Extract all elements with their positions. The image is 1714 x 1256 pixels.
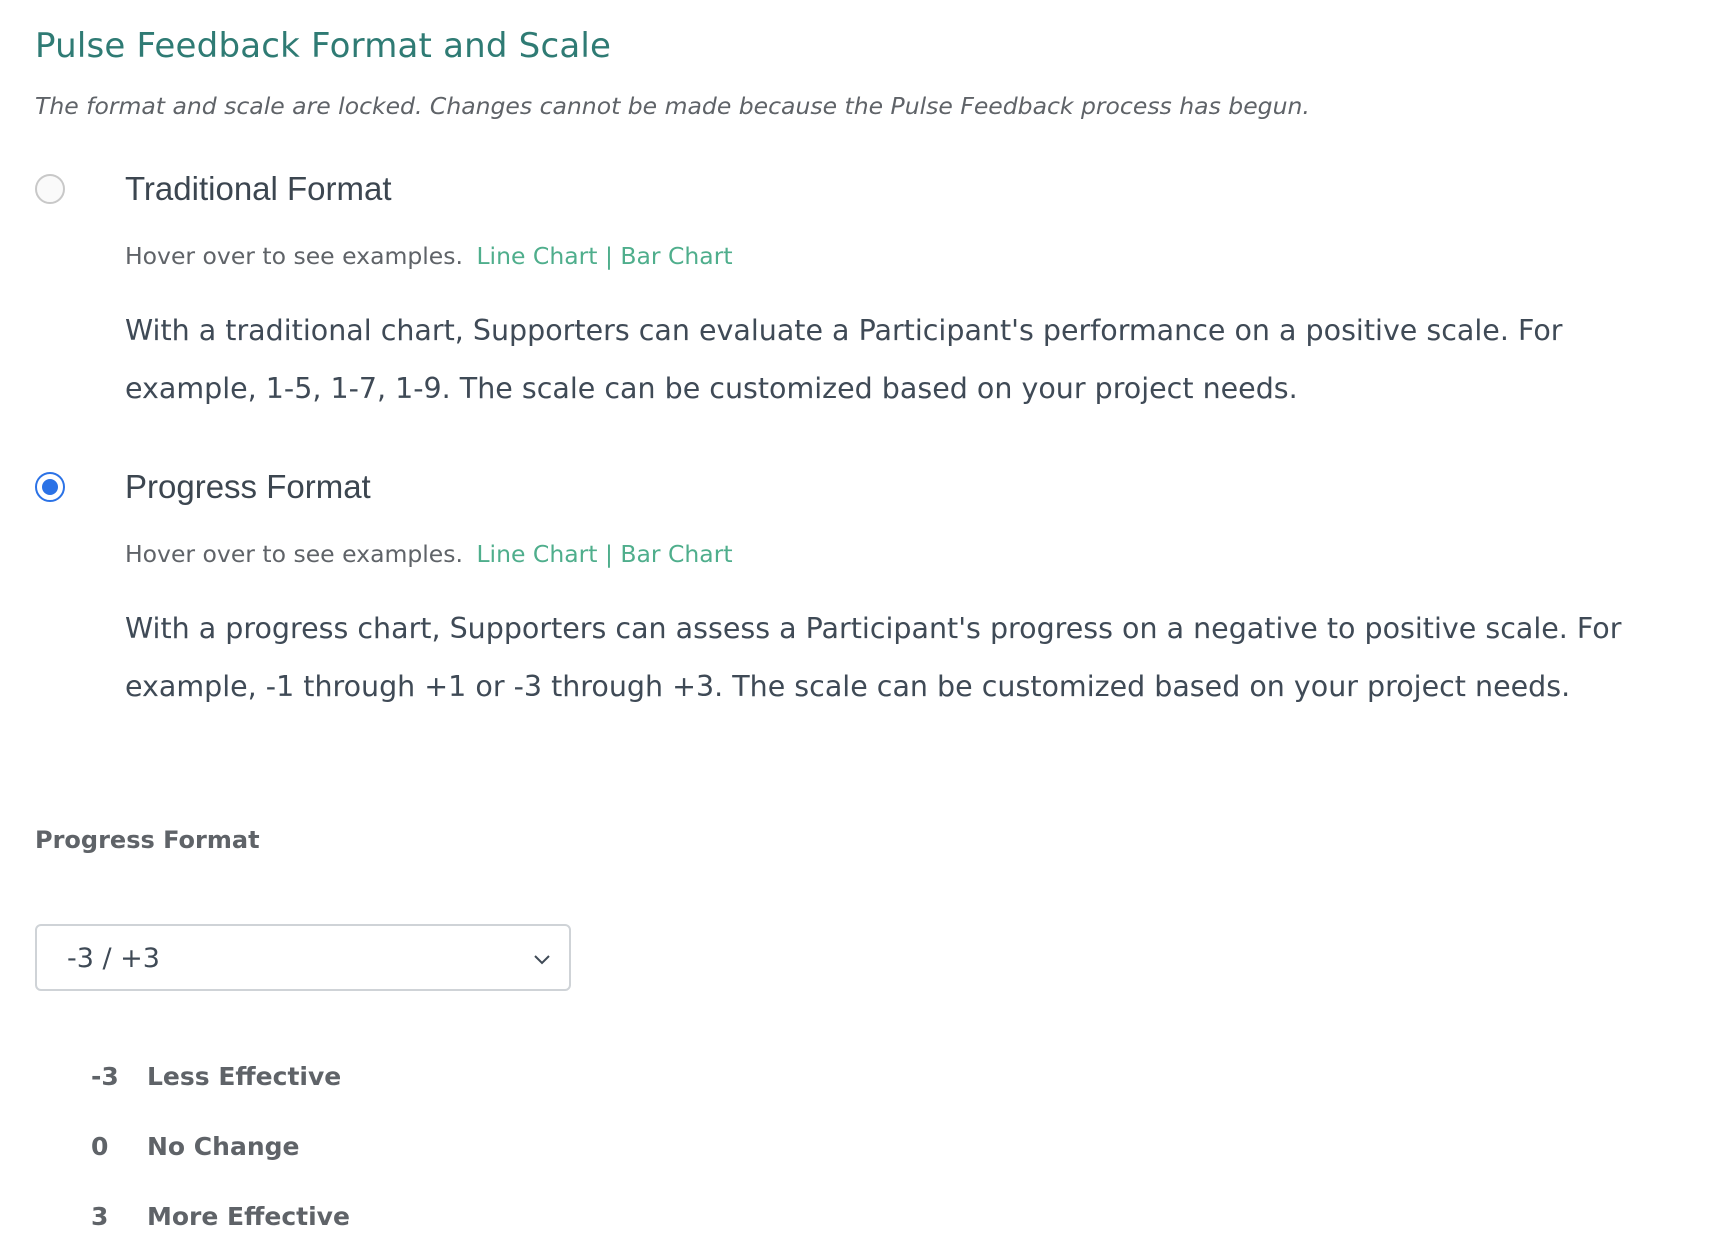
progress-format-radio[interactable] [35,472,65,502]
scale-row-value: 3 [91,1202,109,1231]
scale-row-label: No Change [147,1132,300,1161]
page-title: Pulse Feedback Format and Scale [35,26,612,66]
traditional-format-example-links[interactable]: Line Chart | Bar Chart [476,242,733,270]
traditional-format-description: With a traditional chart, Supporters can evaluate a Participant's performance on a positive scale. For example, 1-5, 1-7, 1-9. The scale can be customized based on your project needs. [125,314,1563,405]
traditional-format-radio[interactable] [35,174,65,204]
traditional-format-hover-hint [125,242,733,270]
progress-format-description: With a progress chart, Supporters can assess a Participant's progress on a negative to positive scale. For example, -1 through +1 or -3 through +3. The scale can be customized based on your project needs. [125,612,1622,703]
scale-select-value: -3 / +3 [67,943,160,974]
locked-notice: The format and scale are locked. Changes cannot be made because the Pulse Feedback process has begun. [35,92,1310,120]
scale-row-label: Less Effective [147,1062,342,1091]
scale-section-label: Progress Format [35,826,260,854]
scale-row-value: 0 [91,1132,109,1161]
progress-format-example-links[interactable]: Line Chart | Bar Chart [476,540,733,568]
hover-hint-text: Hover over to see examples. [125,242,463,270]
progress-format-label[interactable]: Progress Format [125,468,371,505]
scale-row-value: -3 [91,1062,119,1091]
scale-row-label: More Effective [147,1202,350,1231]
progress-format-hover-hint [125,540,733,568]
scale-select[interactable] [35,924,571,991]
hover-hint-text: Hover over to see examples. [125,540,463,568]
chevron-down-icon [531,948,553,970]
traditional-format-label[interactable]: Traditional Format [125,170,392,207]
